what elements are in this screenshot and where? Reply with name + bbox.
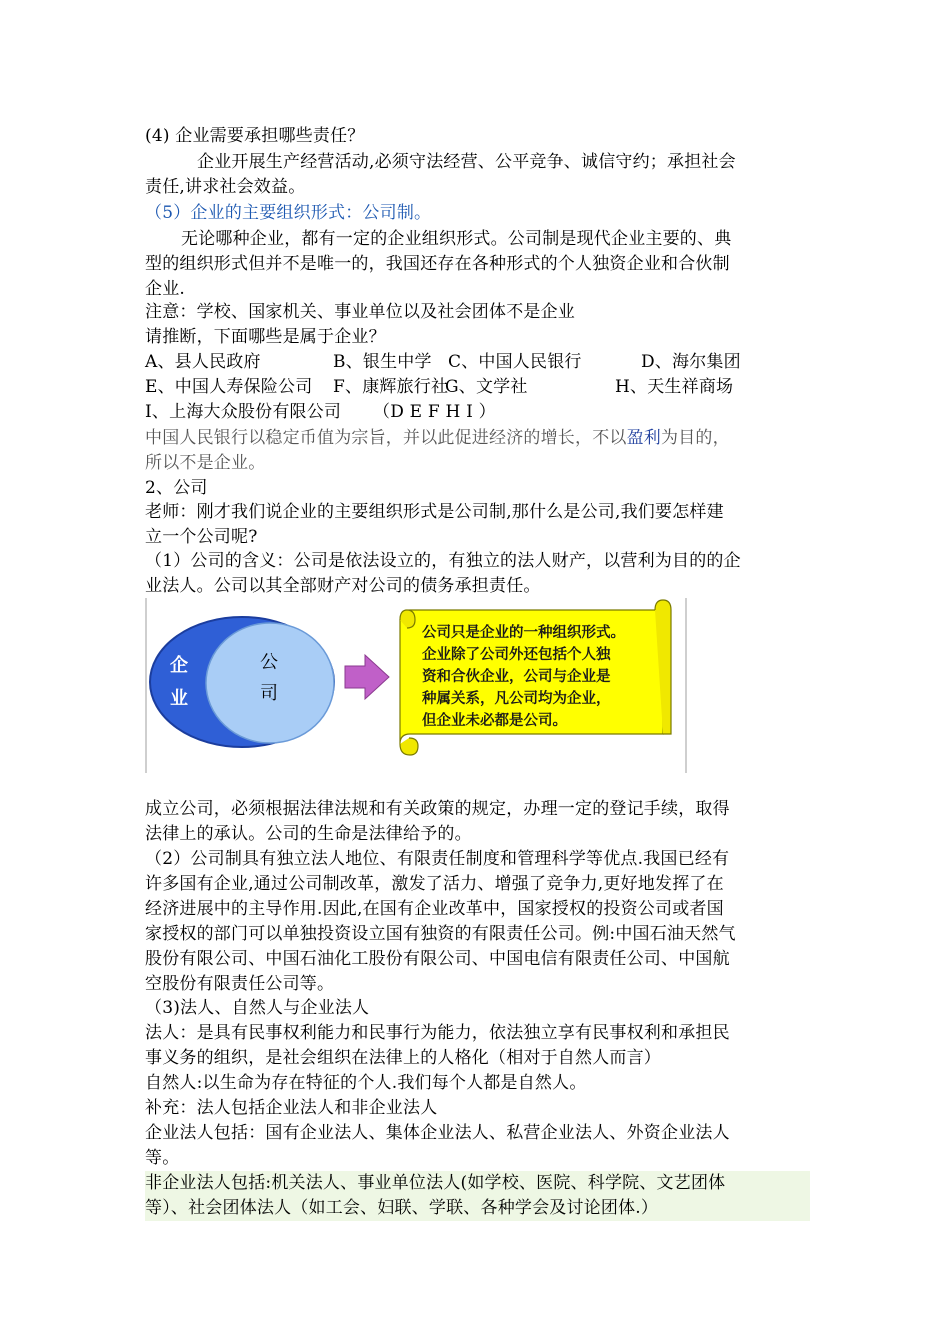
natural-person-line: 自然人:以生命为存在特征的个人.我们每个人都是自然人。 <box>145 1073 587 1093</box>
non-enterprise-line-1: 非企业法人包括:机关法人、事业单位法人(如学校、医院、科学院、文艺团体 <box>145 1171 810 1196</box>
company-enterprise-diagram <box>145 598 687 773</box>
bank-line-1 <box>145 426 810 451</box>
company-label-1: 公 <box>260 652 278 673</box>
legal-person-line-2: 事义务的组织，是社会组织在法律上的人格化（相对于自然人而言） <box>145 1048 661 1068</box>
teacher-line-1: 老师：刚才我们说企业的主要组织形式是公司制,那什么是公司,我们要怎样建 <box>145 502 724 522</box>
form-line-2: 型的组织形式但并不是唯一的，我国还存在各种形式的个人独资企业和合伙制 <box>145 254 730 274</box>
point2-line-3: 经济进展中的主导作用.因此,在国有企业改革中，国家授权的投资公司或者国 <box>145 899 724 919</box>
scroll-text-line: 种属关系，凡公司均为企业， <box>422 691 611 707</box>
supplement-line: 补充：法人包括企业法人和非企业法人 <box>145 1098 438 1118</box>
form-line-3: 企业. <box>145 279 186 299</box>
bank-line-2: 所以不是企业。 <box>145 453 266 473</box>
enterprise-legal-line-1: 企业法人包括：国有企业法人、集体企业法人、私营企业法人、外资企业法人 <box>145 1123 730 1143</box>
scroll-text-line: 但企业未必都是公司。 <box>422 713 567 729</box>
point2-line-1: （2）公司制具有独立法人地位、有限责任制度和管理科学等优点.我国已经有 <box>145 849 730 869</box>
scroll-text-line: 资和合伙企业，公司与企业是 <box>422 669 611 685</box>
option-d: D、海尔集团 <box>641 352 741 372</box>
enterprise-legal-line-2: 等。 <box>145 1148 180 1168</box>
responsibility-line-2: 责任,讲求社会效益。 <box>145 177 306 197</box>
question-line: 请推断，下面哪些是属于企业？ <box>145 327 386 347</box>
option-a: A、县人民政府 <box>145 352 261 372</box>
point2-line-6: 空股份有限责任公司等。 <box>145 974 335 994</box>
profit-link[interactable]: 盈利 <box>626 428 662 448</box>
non-enterprise-line-2: 等）、社会团体法人（如工会、妇联、学联、各种学会及讨论团体.） <box>145 1196 810 1221</box>
enterprise-label-1: 企 <box>170 655 188 676</box>
responsibility-line-1: 企业开展生产经营活动,必须守法经营、公平竞争、诚信守约；承担社会 <box>197 152 736 172</box>
answer-text: （D E F H I ） <box>373 402 496 422</box>
right-arrow-icon <box>345 655 389 699</box>
bank-line-1-pre: 中国人民银行以稳定币值为宗旨，并以此促进经济的增长，不以 <box>145 428 627 448</box>
teacher-line-2: 立一个公司呢? <box>145 527 258 547</box>
establish-line-1: 成立公司，必须根据法律法规和有关政策的规定，办理一定的登记手续，取得 <box>145 799 730 819</box>
point2-line-5: 股份有限公司、中国石油化工股份有限公司、中国电信有限责任公司、中国航 <box>145 949 730 969</box>
heading-q5: （5）企业的主要组织形式：公司制。 <box>145 203 432 223</box>
form-line-1: 无论哪种企业，都有一定的企业组织形式。公司制是现代企业主要的、典 <box>181 229 732 249</box>
option-h: H、天生祥商场 <box>615 377 734 397</box>
point2-line-4: 家授权的部门可以单独投资设立国有独资的有限责任公司。例:中国石油天然气 <box>145 924 736 944</box>
enterprise-label-2: 业 <box>170 688 188 709</box>
establish-line-2: 法律上的承认。公司的生命是法律给予的。 <box>145 824 472 844</box>
definition-line-2: 业法人。公司以其全部财产对公司的债务承担责任。 <box>145 576 541 596</box>
note-line: 注意：学校、国家机关、事业单位以及社会团体不是企业 <box>145 302 575 322</box>
bank-line-1-post: 为目的， <box>661 428 730 448</box>
heading-q4: (4) 企业需要承担哪些责任？ <box>145 126 365 146</box>
scroll-text-line: 企业除了公司外还包括个人独 <box>422 647 611 663</box>
section-2-heading: 2、公司 <box>145 478 208 498</box>
option-g: G、文学社 <box>445 377 528 397</box>
point3-heading: （3)法人、自然人与企业法人 <box>145 998 370 1018</box>
option-c: C、中国人民银行 <box>448 352 582 372</box>
option-i: I、上海大众股份有限公司 <box>145 402 342 422</box>
option-f: F、康辉旅行社 <box>333 377 449 397</box>
option-b: B、银生中学 <box>333 352 432 372</box>
point2-line-2: 许多国有企业,通过公司制改革，激发了活力、增强了竞争力,更好地发挥了在 <box>145 874 724 894</box>
option-e: E、中国人寿保险公司 <box>145 377 313 397</box>
definition-line-1: （1）公司的含义：公司是依法设立的，有独立的法人财产，以营利为目的的企 <box>145 551 741 571</box>
legal-person-line-1: 法人：是具有民事权利能力和民事行为能力，依法独立享有民事权利和承担民 <box>145 1023 730 1043</box>
scroll-text-line: 公司只是企业的一种组织形式。 <box>422 625 625 641</box>
company-label-2: 司 <box>260 683 278 704</box>
